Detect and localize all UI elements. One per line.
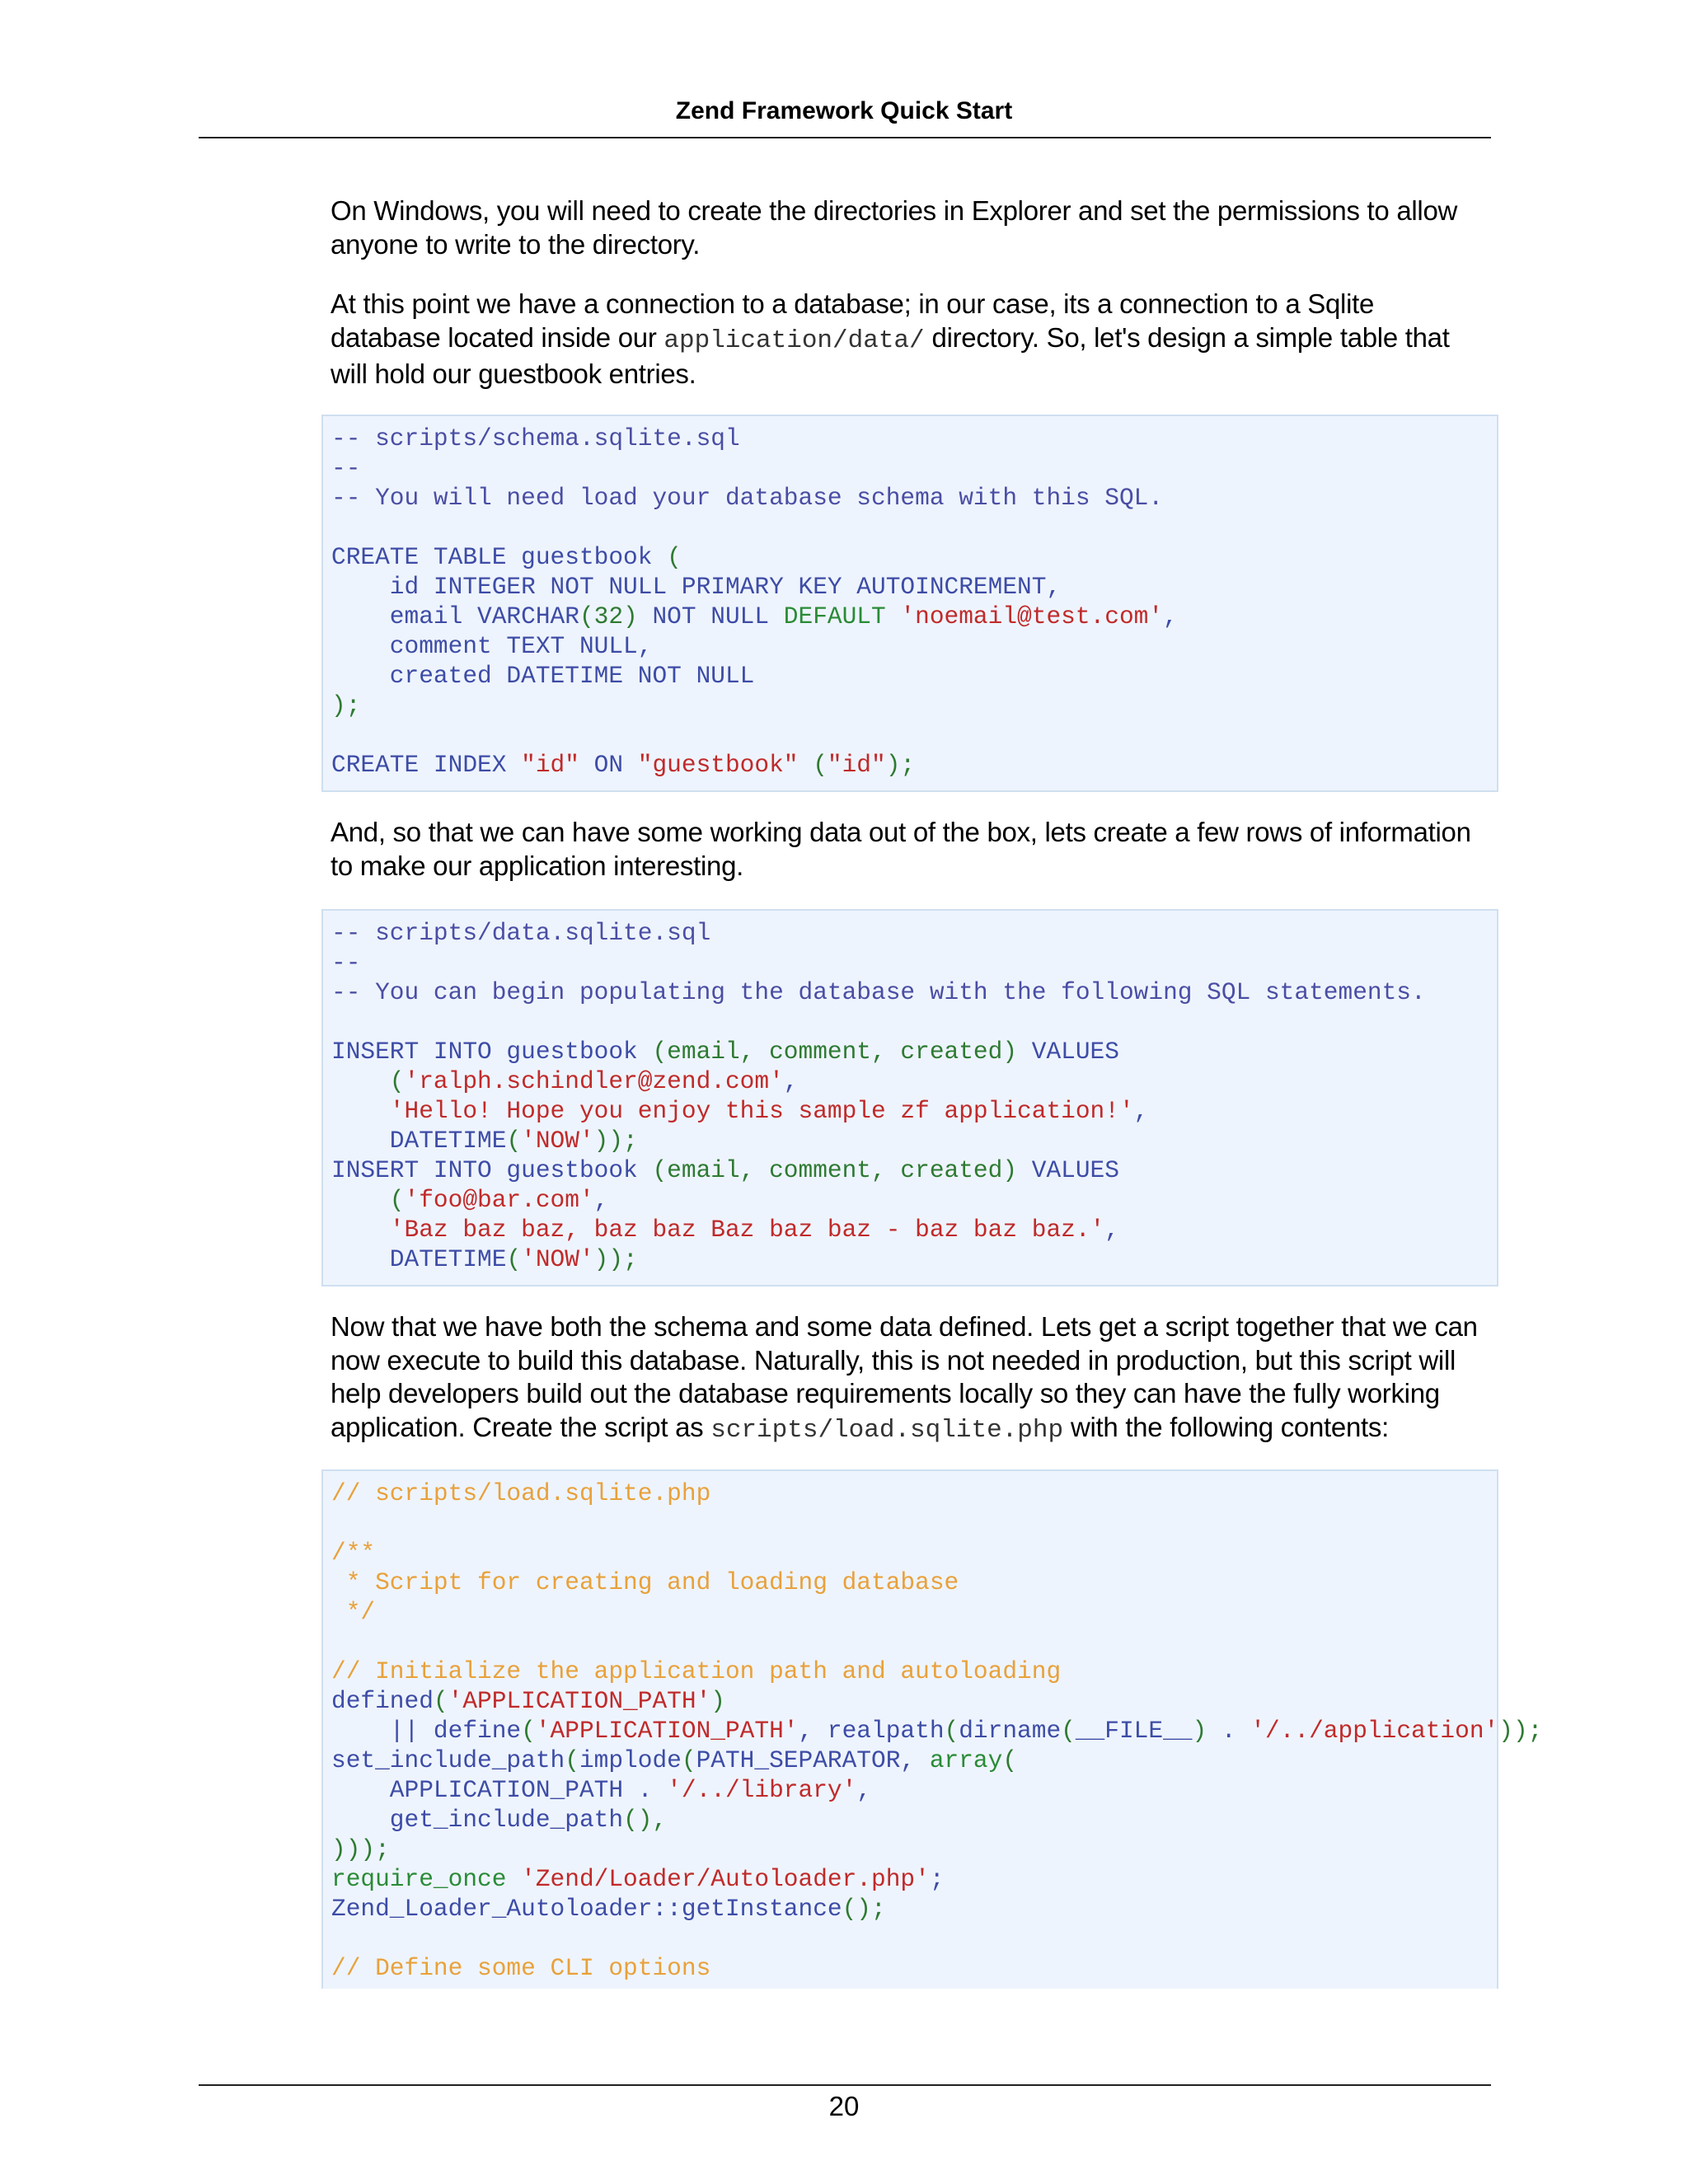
paragraph-database-connection — [331, 288, 1491, 391]
code-token — [886, 602, 901, 630]
code-line — [331, 1746, 1542, 1775]
code-token: // scripts/load.sqlite.php — [331, 1479, 711, 1507]
code-line — [331, 1037, 1426, 1066]
code-token: ( — [331, 1067, 405, 1095]
code-token: 'NOW' — [521, 1127, 594, 1155]
paragraph-text: directory. So, let's design a simple table that will hold our guestbook entries. — [331, 321, 1450, 389]
code-line — [331, 631, 1178, 661]
code-token: "id" — [827, 751, 886, 779]
code-token: NOT NULL — [637, 602, 784, 630]
code-line — [331, 1627, 1542, 1657]
code-token: )); — [1498, 1717, 1543, 1745]
code-line — [331, 572, 1178, 602]
code-token: 'NOW' — [521, 1245, 594, 1273]
code-token: ( — [433, 1687, 448, 1715]
code-token: DEFAULT — [783, 602, 886, 630]
code-block-data-sql — [321, 909, 1498, 1286]
code-line — [331, 1864, 1542, 1894]
code-token: /** — [331, 1539, 376, 1567]
code-token: '/../application' — [1250, 1717, 1499, 1745]
code-token: implode — [579, 1746, 682, 1774]
code-token: ON — [579, 751, 638, 779]
code-token: 'foo@bar.com' — [404, 1186, 594, 1214]
code-token: email VARCHAR — [331, 602, 579, 630]
code-line — [331, 483, 1178, 513]
code-token: set_include_path — [331, 1746, 565, 1774]
code-token: ( — [1061, 1717, 1076, 1745]
code-token: CREATE INDEX — [331, 751, 522, 779]
code-token: require_once — [331, 1865, 522, 1893]
inline-code-path: scripts/load.sqlite.php — [710, 1415, 1064, 1445]
code-token: (), — [623, 1806, 668, 1834]
code-token: PATH_SEPARATOR, — [696, 1746, 930, 1774]
code-line — [331, 1007, 1426, 1037]
code-line — [331, 1716, 1542, 1746]
code-line — [331, 1185, 1426, 1215]
code-token: , — [1104, 1216, 1119, 1244]
code-block-load-php — [321, 1469, 1543, 1989]
code-line — [331, 1155, 1426, 1185]
code-token: , — [1163, 602, 1178, 630]
code-token: 'APPLICATION_PATH' — [535, 1717, 799, 1745]
code-token: . — [1207, 1717, 1251, 1745]
code-token: , — [593, 1186, 609, 1214]
code-token: 'Hello! Hope you enjoy this sample zf application!' — [331, 1097, 1134, 1125]
code-line — [331, 1096, 1426, 1126]
code-token: || define — [331, 1717, 522, 1745]
code-token: // Define some CLI options — [331, 1954, 711, 1982]
code-token: 'Baz baz baz, baz baz Baz baz baz - baz baz baz.' — [331, 1216, 1105, 1244]
code-token: ) — [710, 1687, 725, 1715]
code-token: id INTEGER NOT NULL PRIMARY KEY AUTOINCREMENT, — [331, 573, 1062, 601]
code-token: , — [856, 1776, 872, 1804]
code-token: VALUES — [1017, 1038, 1119, 1066]
paragraph-windows-permissions: On Windows, you will need to create the directories in Explorer and set the permissions to allow anyone to write to the directory. — [331, 195, 1458, 260]
code-token: ( — [506, 1127, 522, 1155]
code-line — [331, 1775, 1542, 1805]
code-line — [331, 1924, 1542, 1953]
code-line — [331, 977, 1426, 1007]
code-token: -- scripts/data.sqlite.sql — [331, 919, 711, 947]
code-token: (); — [842, 1895, 886, 1923]
code-token: , — [783, 1067, 799, 1095]
code-token: ( — [667, 543, 682, 571]
code-token: 'noemail@test.com' — [900, 602, 1164, 630]
code-token: -- You will need load your database schema with this SQL. — [331, 484, 1164, 512]
paragraph-text: with the following contents: — [1063, 1411, 1389, 1442]
code-token: ; — [929, 1865, 945, 1893]
code-token: 'Zend/Loader/Autoloader.php' — [521, 1865, 930, 1893]
code-line — [331, 1597, 1542, 1627]
paragraph-sample-data: And, so that we can have some working data out of the box, lets create a few rows of information to make our application interesting. — [331, 817, 1471, 881]
code-line — [331, 1805, 1542, 1835]
code-token: APPLICATION_PATH . — [331, 1776, 668, 1804]
paragraph-text: Now that we have both the schema and some data defined. Lets get a script together that we can now execute to build this database. Naturally, this is not needed in production, but this script will help developers build out the database requirements locally so they can have the fully working application. Create the script as — [331, 1311, 1478, 1442]
code-token: -- — [331, 454, 361, 482]
code-listing — [331, 424, 1178, 780]
code-token: 'APPLICATION_PATH' — [448, 1687, 711, 1715]
code-token: ) — [1192, 1717, 1207, 1745]
code-token: )); — [593, 1245, 638, 1273]
code-line — [331, 1953, 1542, 1983]
paragraph-text: At this point we have a connection to a database; in our case, its a connection to a Sqlite database located inside our — [331, 288, 1375, 353]
code-token: ); — [331, 691, 361, 719]
code-token: (email, comment, created) — [652, 1156, 1018, 1184]
code-token: -- scripts/schema.sqlite.sql — [331, 424, 740, 452]
code-line — [331, 750, 1178, 780]
code-token: -- You can begin populating the database with the following SQL statements. — [331, 978, 1426, 1006]
code-token: ( — [506, 1245, 522, 1273]
running-header-title: Zend Framework Quick Start — [675, 97, 1013, 124]
paragraph-load-script — [331, 1310, 1491, 1447]
code-token: dirname — [959, 1717, 1062, 1745]
inline-code-path: application/data/ — [663, 326, 925, 355]
code-token: defined — [331, 1687, 434, 1715]
footer-rule — [199, 2084, 1491, 2086]
code-line — [331, 720, 1178, 750]
code-line — [331, 1894, 1542, 1924]
code-token: ( — [1002, 1746, 1018, 1774]
code-token: DATETIME — [331, 1245, 507, 1273]
header-rule — [199, 137, 1491, 138]
code-token: )); — [593, 1127, 638, 1155]
code-token: Zend_Loader_Autoloader::getInstance — [331, 1895, 842, 1923]
code-token: ( — [798, 751, 828, 779]
code-line — [331, 918, 1426, 948]
code-token: ( — [681, 1746, 696, 1774]
code-listing — [331, 918, 1426, 1274]
code-token: CREATE TABLE guestbook — [331, 543, 668, 571]
code-line — [331, 1126, 1426, 1155]
code-token: ); — [885, 751, 916, 779]
code-token: created DATETIME NOT NULL — [331, 662, 755, 690]
code-line — [331, 542, 1178, 572]
code-line — [331, 691, 1178, 720]
code-token: */ — [331, 1598, 376, 1626]
code-token: INSERT INTO guestbook — [331, 1038, 653, 1066]
code-line — [331, 1538, 1542, 1568]
code-token: comment TEXT NULL, — [331, 632, 653, 660]
code-token: (email, comment, created) — [652, 1038, 1018, 1066]
code-line — [331, 1568, 1542, 1597]
code-line — [331, 1657, 1542, 1686]
code-token: ( — [944, 1717, 959, 1745]
code-line — [331, 1479, 1542, 1508]
code-token: DATETIME — [331, 1127, 507, 1155]
page-number: 20 — [828, 2091, 860, 2121]
code-line — [331, 513, 1178, 542]
code-token: get_include_path — [331, 1806, 624, 1834]
code-token: (32) — [579, 602, 638, 630]
code-token: // Initialize the application path and autoloading — [331, 1657, 1062, 1685]
code-line — [331, 1835, 1542, 1864]
code-token: 'ralph.schindler@zend.com' — [404, 1067, 784, 1095]
code-token: "id" — [521, 751, 579, 779]
code-token: ( — [565, 1746, 579, 1774]
code-token: , realpath — [798, 1717, 945, 1745]
code-token: * Script for creating and loading database — [331, 1568, 959, 1596]
code-line — [331, 1508, 1542, 1538]
code-token: __FILE__ — [1075, 1717, 1193, 1745]
code-line — [331, 453, 1178, 483]
code-line — [331, 1215, 1426, 1244]
code-line — [331, 1686, 1542, 1716]
code-token: "guestbook" — [637, 751, 799, 779]
code-token: ( — [521, 1717, 536, 1745]
code-token: VALUES — [1017, 1156, 1119, 1184]
code-token: '/../library' — [667, 1776, 857, 1804]
code-line — [331, 661, 1178, 691]
code-line — [331, 424, 1178, 453]
code-token: array — [929, 1746, 1003, 1774]
code-block-schema-sql — [321, 415, 1498, 792]
code-token: ( — [331, 1186, 405, 1214]
code-token: INSERT INTO guestbook — [331, 1156, 653, 1184]
code-token: , — [1133, 1097, 1149, 1125]
code-line — [331, 1244, 1426, 1274]
code-token: ))); — [331, 1835, 390, 1863]
code-line — [331, 948, 1426, 977]
code-line — [331, 602, 1178, 631]
code-listing — [331, 1479, 1542, 1983]
code-token: -- — [331, 949, 361, 977]
code-line — [331, 1066, 1426, 1096]
